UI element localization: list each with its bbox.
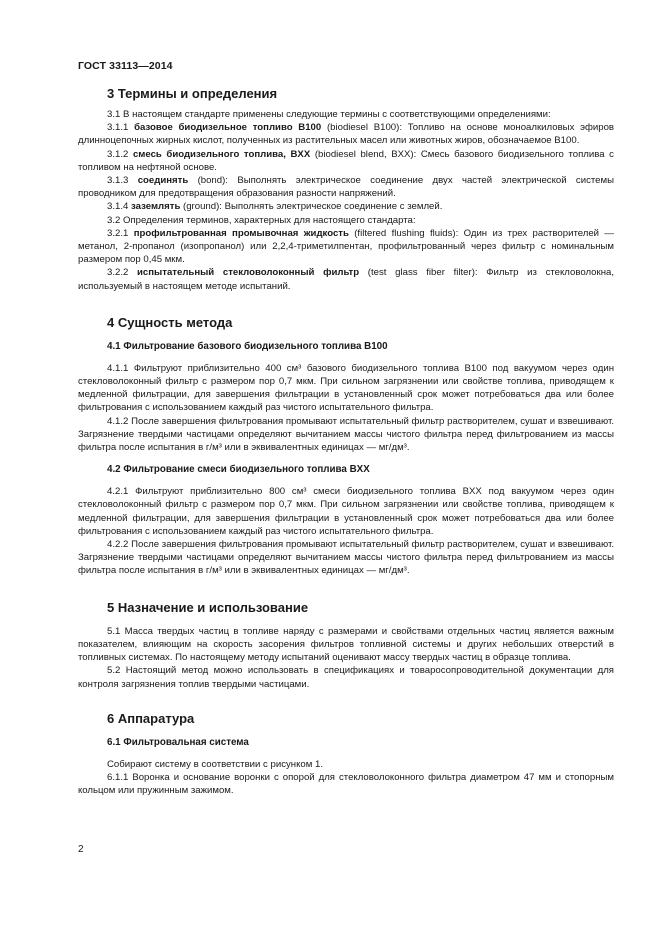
paragraph-3-1: 3.1 В настоящем стандарте применены следующие термины с соответствующими определениями:: [107, 109, 551, 120]
paragraph-3-1-3: [78, 174, 614, 200]
term-bond: соединять: [137, 175, 189, 187]
document-body: [78, 86, 614, 797]
section-6-title: 6 Аппаратура: [107, 710, 195, 726]
clause-number: 3.1.4: [107, 201, 132, 213]
paragraph-3-1-4: [78, 200, 614, 213]
paragraph-3-1-1: [78, 121, 614, 147]
subsection-6-1-title: 6.1 Фильтровальная система: [107, 736, 249, 748]
definition-text: (biodiesel B100): Топливо на основе моноалкиловых эфиров длинноцепочных жирных кислот, полученных из растительных масел или животных жиров, обозначаемое B100.: [78, 122, 614, 147]
section-4-title: 4 Сущность метода: [107, 314, 233, 330]
paragraph-5-2: 5.2 Настоящий метод можно использовать в спецификациях и товаросопроводительной документации для контроля загрязнения топлив твердыми частицами.: [78, 665, 614, 690]
paragraph-4-1-1: 4.1.1 Фильтруют приблизительно 400 см³ базового биодизельного топлива B100 под вакуумом через один стекловолоконный фильтр с размером пор 0,7 мкм. При сильном загрязнении или свойстве топлива, приводящем к медленной фильтрации, для завершения фильтрации в установленный срок может потребоваться два или более фильтрования с использованием каждый раз чистого испытательного фильтра.: [78, 362, 614, 414]
paragraph-4-2-1: 4.2.1 Фильтруют приблизительно 800 см³ смеси биодизельного топлива BXX под вакуумом через один стекловолоконный фильтр с размером пор 0,7 мкм. При сильном загрязнении или свойстве топлива, приводящем к медленной фильтрации, для завершения фильтрации в установленный срок может потребоваться два или более фильтрования с использованием каждый раз чистого испытательного фильтра.: [78, 486, 614, 537]
paragraph-3-1-2: [78, 148, 614, 174]
section-5-title: 5 Назначение и использование: [107, 599, 309, 615]
term-filtered-flushing-fluids: профильтрованная промывочная жидкость: [133, 227, 349, 239]
term-ground: заземлять: [131, 201, 181, 213]
paragraph-3-2: 3.2 Определения терминов, характерных для настоящего стандарта:: [107, 214, 416, 226]
paragraph-3-2-1: [78, 227, 614, 267]
section-3-title: 3 Термины и определения: [107, 86, 278, 101]
term-biodiesel-blend: смесь биодизельного топлива, BXX: [132, 148, 311, 160]
page-number: 2: [78, 844, 84, 855]
subsection-4-2-title: 4.2 Фильтрование смеси биодизельного топлива BXX: [107, 464, 370, 476]
definition-text: (bond): Выполнять электрическое соединение двух частей электрической системы проводником для предотвращения образования разности напряжений.: [78, 175, 614, 200]
paragraph-6-1-1: 6.1.1 Воронка и основание воронки с опорой для стекловолоконного фильтра диаметром 47 мм и стопорным кольцом или пружинным зажимом.: [78, 771, 614, 797]
paragraph-4-2-2: 4.2.2 После завершения фильтрования промывают испытательный фильтр растворителем, сушат и взвешивают. Загрязнение твердыми частицами определяют вычитанием массы чистого фильтра перед фильтрованием из массы фильтра после испытания в г/м³ или в эквивалентных единицах — мг/дм³.: [78, 539, 614, 577]
paragraph-6-1: Собирают систему в соответствии с рисунком 1.: [107, 758, 324, 770]
subsection-4-1-title: 4.1 Фильтрование базового биодизельного топлива B100: [107, 340, 388, 352]
clause-number: 3.1.2: [107, 148, 133, 160]
term-test-glass-fiber-filter: испытательный стекловолоконный фильтр: [137, 267, 360, 279]
definition-text: (biodiesel blend, BXX): Смесь базового биодизельного топлива с топливом на нефтяной основе.: [78, 148, 614, 173]
clause-number: 3.2.1: [107, 227, 134, 239]
document-header: ГОСТ 33113—2014: [78, 60, 173, 72]
paragraph-4-1-2: 4.1.2 После завершения фильтрования промывают испытательный фильтр растворителем, сушат и взвешивают. Загрязнение твердыми частицами определяют вычитанием массы чистого фильтра перед фильтрованием из массы фильтра после испытания в г/м³ или в эквивалентных единицах — мг/дм³.: [78, 415, 614, 454]
definition-text: (test glass fiber filter): Фильтр из стекловолокна, используемый в настоящем методе испытаний.: [78, 267, 614, 292]
definition-text: (filtered flushing fluids): Один из трех растворителей — метанол, 2-пропанол (изопропанол) или 2,2,4-триметилпентан, профильтрованный через фильтр с номинальным размером пор 0,45 мкм.: [78, 227, 614, 266]
clause-number: 3.1.1: [107, 122, 135, 134]
clause-number: 3.2.2: [107, 267, 138, 279]
paragraph-5-1: 5.1 Масса твердых частиц в топливе наряду с размерами и свойствами отдельных частиц является важным показателем, влияющим на скорость засорения фильтров топливной системы и других небольших отверстий в топливных системах. По настоящему методу испытаний оценивают массу твердых частиц в образце топлива.: [78, 625, 614, 664]
paragraph-3-2-2: [78, 266, 614, 292]
definition-text: (ground): Выполнять электрическое соединение с землей.: [180, 201, 443, 213]
term-biodiesel-b100: базовое биодизельное топливо B100: [134, 122, 322, 134]
clause-number: 3.1.3: [107, 175, 138, 187]
